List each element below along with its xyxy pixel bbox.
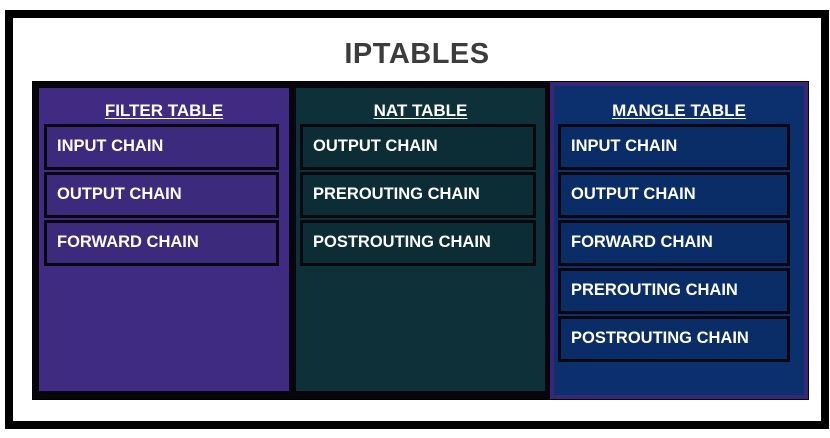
- filter-table: [39, 88, 289, 391]
- filter-forward-chain: FORWARD CHAIN: [44, 220, 279, 266]
- tables-container: [32, 81, 809, 400]
- nat-table: [296, 88, 545, 391]
- diagram-title: IPTABLES: [344, 38, 490, 70]
- nat-prerouting-chain: PREROUTING CHAIN: [300, 172, 536, 218]
- filter-chain-list: [44, 124, 279, 266]
- filter-output-chain: OUTPUT CHAIN: [44, 172, 279, 218]
- filter-table-title: FILTER TABLE: [104, 101, 224, 120]
- mangle-chain-list: [558, 124, 790, 362]
- filter-input-chain: INPUT CHAIN: [44, 124, 279, 170]
- mangle-postrouting-chain: POSTROUTING CHAIN: [558, 316, 790, 362]
- nat-output-chain: OUTPUT CHAIN: [300, 124, 536, 170]
- mangle-table: [550, 82, 808, 399]
- mangle-output-chain: OUTPUT CHAIN: [558, 172, 790, 218]
- mangle-table-title: MANGLE TABLE: [612, 101, 746, 120]
- nat-postrouting-chain: POSTROUTING CHAIN: [300, 220, 536, 266]
- mangle-input-chain: INPUT CHAIN: [558, 124, 790, 170]
- diagram-frame: [5, 10, 829, 429]
- mangle-prerouting-chain: PREROUTING CHAIN: [558, 268, 790, 314]
- mangle-forward-chain: FORWARD CHAIN: [558, 220, 790, 266]
- nat-table-title: NAT TABLE: [373, 101, 468, 120]
- nat-chain-list: [300, 124, 536, 266]
